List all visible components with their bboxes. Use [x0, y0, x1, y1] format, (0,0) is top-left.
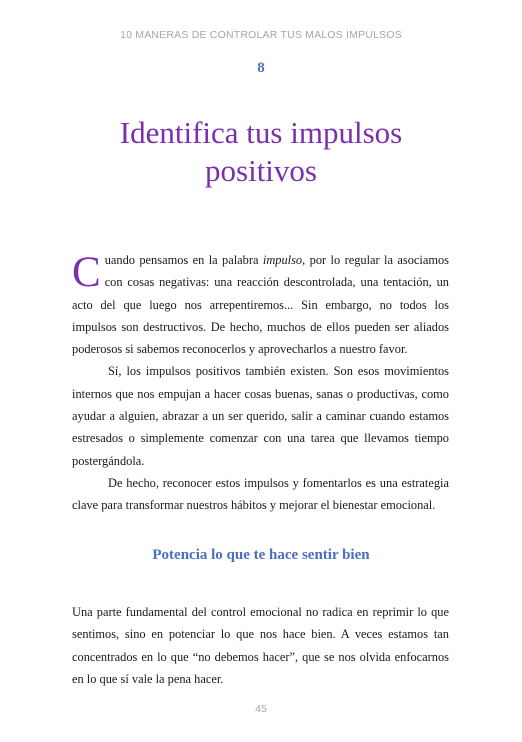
chapter-body	[72, 249, 449, 517]
paragraph-1-start: uando pensamos en la palabra	[104, 253, 263, 267]
drop-cap: C	[72, 249, 101, 296]
italic-word: impulso,	[262, 253, 306, 267]
running-header: 10 MANERAS DE CONTROLAR TUS MALOS IMPULSOS	[120, 29, 402, 41]
paragraph-2: Sí, los impulsos positivos también existen. Son esos movimientos internos que nos empujan a hacer cosas buenas, sanas o productivas, como ayudar a alguien, abrazar a un ser querido, salir a caminar cuando estamos estresados o simplemente comenzar con una tarea que llevamos tiempo postergándola.	[72, 364, 449, 468]
paragraph-3: De hecho, reconocer estos impulsos y fomentarlos es una estrategia clave para transformar nuestros hábitos y mejorar el bienestar emocional.	[72, 475, 449, 513]
chapter-title: Identifica tus impulsos positivos	[119, 115, 403, 188]
paragraph-1	[72, 249, 449, 360]
chapter-number: 8	[257, 60, 265, 76]
section-heading: Potencia lo que te hace sentir bien	[152, 547, 370, 563]
page-number: 45	[255, 703, 267, 715]
paragraph-1-rest: por lo regular la asociamos con cosas negativas: una reacción descontrolada, una tentación, un acto del que luego nos arrepentiremos... Sin embargo, no todos los impulsos son destructivos. De hecho, muchos de ellos pueden ser aliados poderosos si sabemos reconocerlos y aprovecharlos a nuestro favor.	[72, 253, 449, 357]
section-paragraph-1: Una parte fundamental del control emocional no radica en reprimir lo que sentimos, sino en potenciar lo que nos hace bien. A veces estamos tan concentrados en lo que “no debemos hacer”, que se nos olvida enfocarnos en lo que sí vale la pena hacer.	[72, 605, 449, 686]
